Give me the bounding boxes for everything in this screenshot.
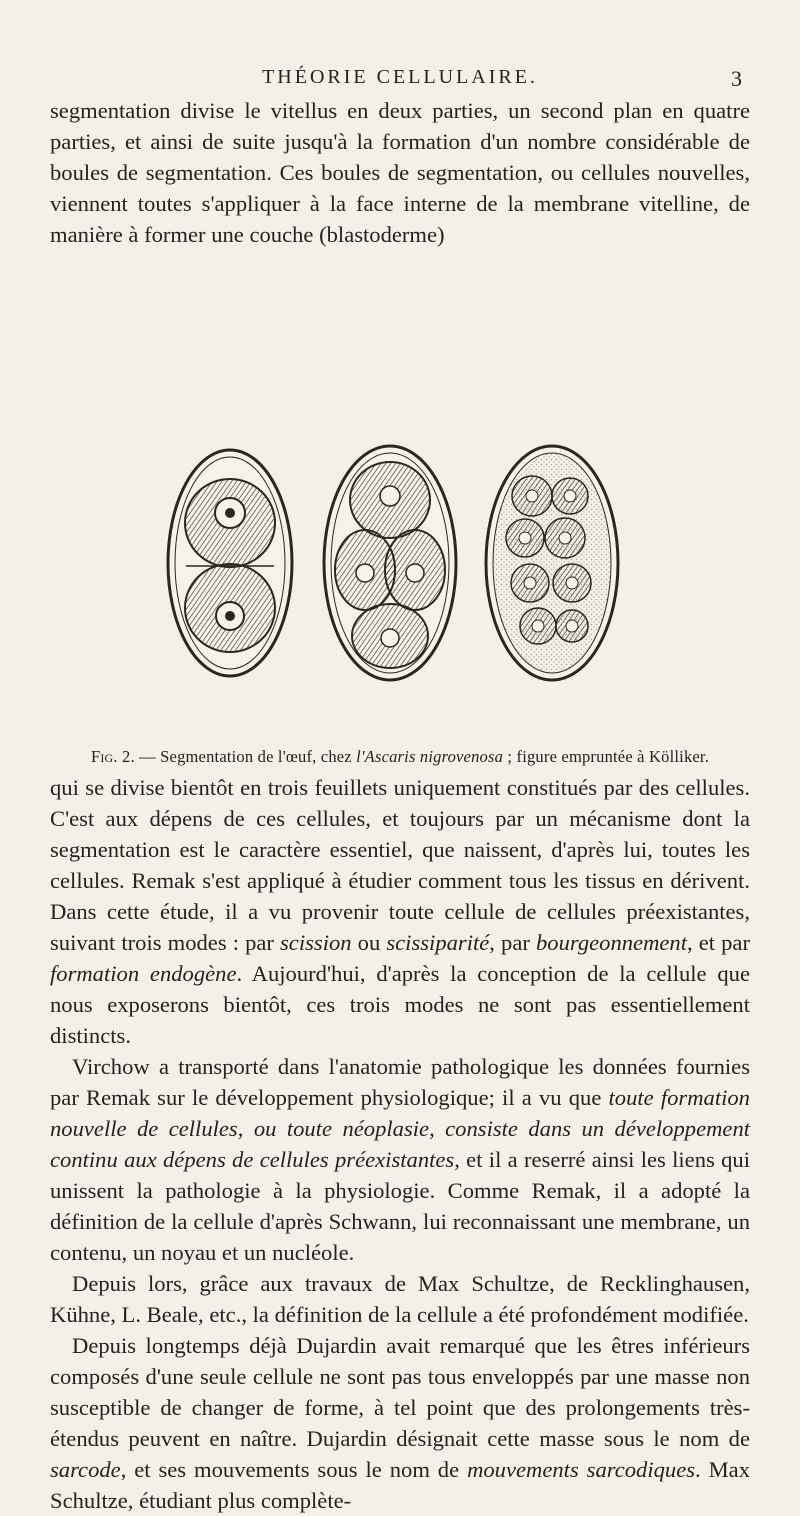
paragraph-top: segmentation divise le vitellus en deux parties, un second plan en quatre parties, et ainsi de suite jusqu'à la formation d'un nombre considérable de boules de segmentation. Ces boules de segmentation, ou cellules nouvelles, viennent toutes s'appliquer à la face interne de la membrane vitelline, de manière à former une couche (blastoderme)	[50, 98, 750, 247]
paragraph-3: Depuis lors, grâce aux travaux de Max Schultze, de Recklinghausen, Kühne, L. Beale, etc., la définition de la cellule a été profondément modifiée.	[50, 1271, 750, 1327]
text-block-top	[50, 95, 750, 250]
egg-two-cells	[168, 450, 292, 676]
figure-illustration	[160, 388, 640, 733]
p2-italic-3: consiste dans un développement continu aux dépens de cellules préexistantes	[50, 1116, 751, 1172]
p2-text-1: Virchow a transporté dans l'anatomie pathologique les données fournies par Remak sur le développement physiologique; il a vu que	[50, 1054, 750, 1110]
p1-text-2: ou	[351, 930, 387, 955]
p4-text-2: , et ses mouvements sous le nom de	[120, 1457, 468, 1482]
page-header	[0, 66, 800, 96]
p1-italic-1: scission	[280, 930, 352, 955]
p1-text-3: , par	[489, 930, 536, 955]
p1-italic-2: scissiparité	[386, 930, 490, 955]
caption-species: l'Ascaris nigrovenosa	[356, 747, 504, 766]
p4-text-1: Depuis longtemps déjà Dujardin avait remarqué que les êtres inférieurs composés d'une seule cellule ne sont pas tous enveloppés par une masse non susceptible de changer de forme, à tel point que des prolongements très-étendus peuvent en naître. Dujardin désignait cette masse sous le nom de	[50, 1333, 750, 1451]
p1-italic-3: bourgeonnement	[535, 930, 687, 955]
p2-text-3: ,	[429, 1116, 446, 1141]
text-block-body	[50, 772, 750, 1516]
p4-text-3: . Max Schultze, étudiant plus complète-	[50, 1457, 750, 1513]
p1-italic-4: formation endogène	[50, 961, 237, 986]
p1-text-4: , et par	[687, 930, 750, 955]
p4-italic-1: sarcode	[50, 1457, 121, 1482]
figure-label: Fig. 2.	[90, 747, 135, 766]
p2-text-2: ,	[237, 1116, 254, 1141]
page-number: 3	[731, 66, 742, 91]
p1-text-5: . Aujourd'hui, d'après la conception de la cellule que nous exposerons bientôt, ces trois modes ne sont pas essentiellement distincts.	[50, 961, 750, 1048]
caption-text-pre: — Segmentation de l'œuf, chez	[134, 747, 357, 766]
p2-italic-1: toute formation nouvelle de cellules	[50, 1085, 750, 1141]
p2-italic-2: ou toute néoplasie	[253, 1116, 430, 1141]
caption-text-post: ; figure empruntée à Kölliker.	[503, 747, 710, 766]
p4-italic-2: mouvements sarcodiques	[467, 1457, 696, 1482]
p1-text-1: qui se divise bientôt en trois feuillets uniquement constitués par des cellules. C'est aux dépens de ces cellules, et toujours par un mécanisme dont la segmentation est le caractère essentiel, que naissent, d'après lui, toutes les cellules. Remak s'est appliqué à étudier comment tous les tissus en dérivent. Dans cette étude, il a vu provenir toute cellule de cellules préexistantes, suivant trois modes : par	[50, 775, 750, 955]
running-head: THÉORIE CELLULAIRE.	[262, 66, 538, 88]
paragraph-1	[50, 772, 750, 1051]
egg-many-cells	[486, 446, 618, 680]
egg-four-cells	[324, 446, 456, 680]
paragraph-2	[50, 1051, 750, 1268]
p2-text-4: , et il a reserré ainsi les liens qui unissent la pathologie à la physiologie. Comme Remak, il a adopté la définition de la cellule d'après Schwann, lui reconnaissant une membrane, un contenu, un noyau et un nucléole.	[50, 1147, 750, 1265]
paragraph-4	[50, 1330, 750, 1516]
figure-caption	[50, 747, 750, 767]
figure-segmentation	[160, 388, 720, 733]
